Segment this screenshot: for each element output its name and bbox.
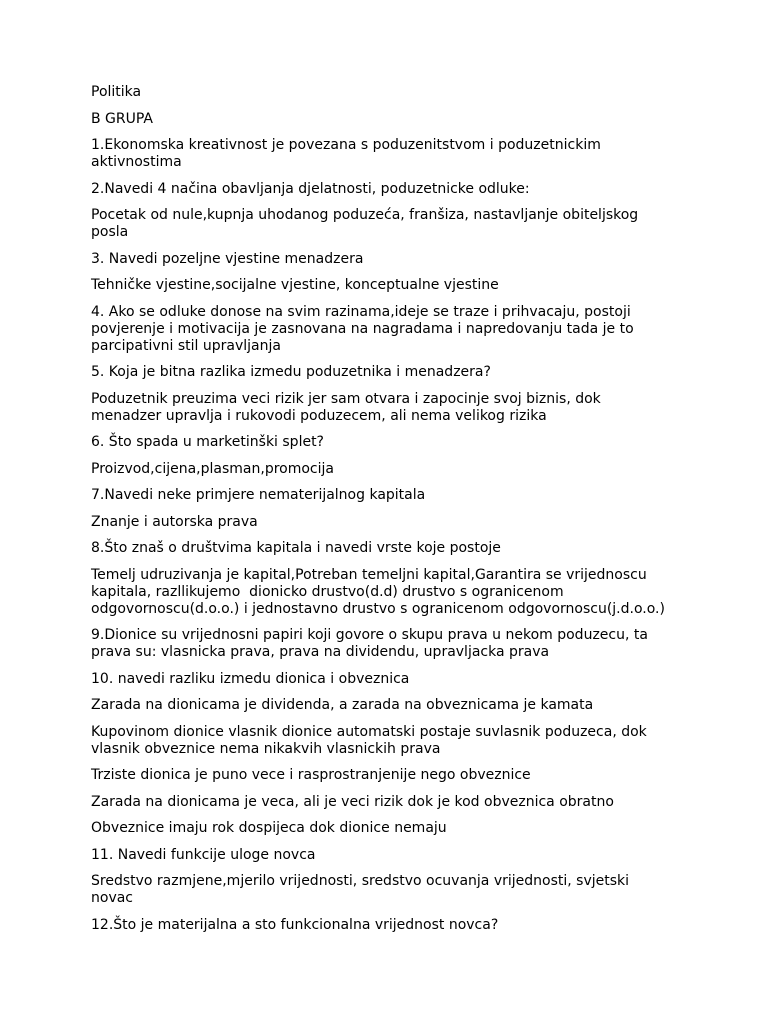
question-6: 6. Što spada u marketinški splet? <box>91 434 324 450</box>
answer-10-c: Trziste dionica je puno vece i rasprostranjenije nego obveznice <box>91 767 531 783</box>
answer-10-e: Obveznice imaju rok dospijeca dok dionice nemaju <box>91 820 447 836</box>
answer-3: Tehničke vjestine,socijalne vjestine, konceptualne vjestine <box>91 277 499 293</box>
answer-6: Proizvod,cijena,plasman,promocija <box>91 460 334 477</box>
question-11: 11. Navedi funkcije uloge novca <box>91 846 316 863</box>
document-page <box>91 84 691 943</box>
answer-7: Znanje i autorska prava <box>91 513 258 530</box>
question-12: 12.Što je materijalna a sto funkcionalna vrijednost novca? <box>91 916 499 933</box>
question-5: 5. Koja je bitna razlika izmedu poduzetnika i menadzera? <box>91 364 491 380</box>
question-1: 1.Ekonomska kreativnost je povezana s poduzenitstvom i poduzetnickim aktivnostima <box>91 137 601 170</box>
question-9: 9.Dionice su vrijednosni papiri koji govore o skupu prava u nekom poduzecu, ta prava su: vlasnicka prava, prava na dividendu, upravljacka prava <box>91 627 648 660</box>
question-8: 8.Što znaš o društvima kapitala i navedi vrste koje postoje <box>91 540 501 556</box>
answer-2: Pocetak od nule,kupnja uhodanog poduzeća, franšiza, nastavljanje obiteljskog posla <box>91 207 639 240</box>
document-title: Politika <box>91 84 142 100</box>
answer-10-a: Zarada na dionicama je dividenda, a zarada na obveznicama je kamata <box>91 697 594 713</box>
answer-11: Sredstvo razmjene,mjerilo vrijednosti, sredstvo ocuvanja vrijednosti, svjetski novac <box>91 873 630 906</box>
answer-10-b: Kupovinom dionice vlasnik dionice automatski postaje suvlasnik poduzeca, dok vlasnik obveznice nema nikakvih vlasnickih prava <box>91 723 647 757</box>
question-10: 10. navedi razliku izmedu dionica i obveznica <box>91 670 410 687</box>
question-2: 2.Navedi 4 načina obavljanja djelatnosti, poduzetnicke odluke: <box>91 180 530 197</box>
question-3: 3. Navedi pozeljne vjestine menadzera <box>91 250 364 267</box>
answer-8: Temelj udruzivanja je kapital,Potreban temeljni kapital,Garantira se vrijednoscu kapitala, razllikujemo dionicko drustvo(d.d) drustvo s ogranicenom odgovornoscu(d.o.o.) i jednostavno drustvo s ogranicenom odgovornoscu(j.d.o.o.) <box>91 566 665 617</box>
question-7: 7.Navedi neke primjere nematerijalnog kapitala <box>91 487 426 503</box>
group-label: B GRUPA <box>91 110 154 127</box>
answer-5: Poduzetnik preuzima veci rizik jer sam otvara i zapocinje svoj biznis, dok menadzer upravlja i rukovodi poduzecem, ali nema velikog rizika <box>91 390 601 424</box>
question-4: 4. Ako se odluke donose na svim razinama,ideje se traze i prihvacaju, postoji povjerenje i motivacija je zasnovana na nagradama i napredovanju tada je to parcipativni stil upravljanja <box>91 303 634 354</box>
answer-10-d: Zarada na dionicama je veca, ali je veci rizik dok je kod obveznica obratno <box>91 793 614 810</box>
